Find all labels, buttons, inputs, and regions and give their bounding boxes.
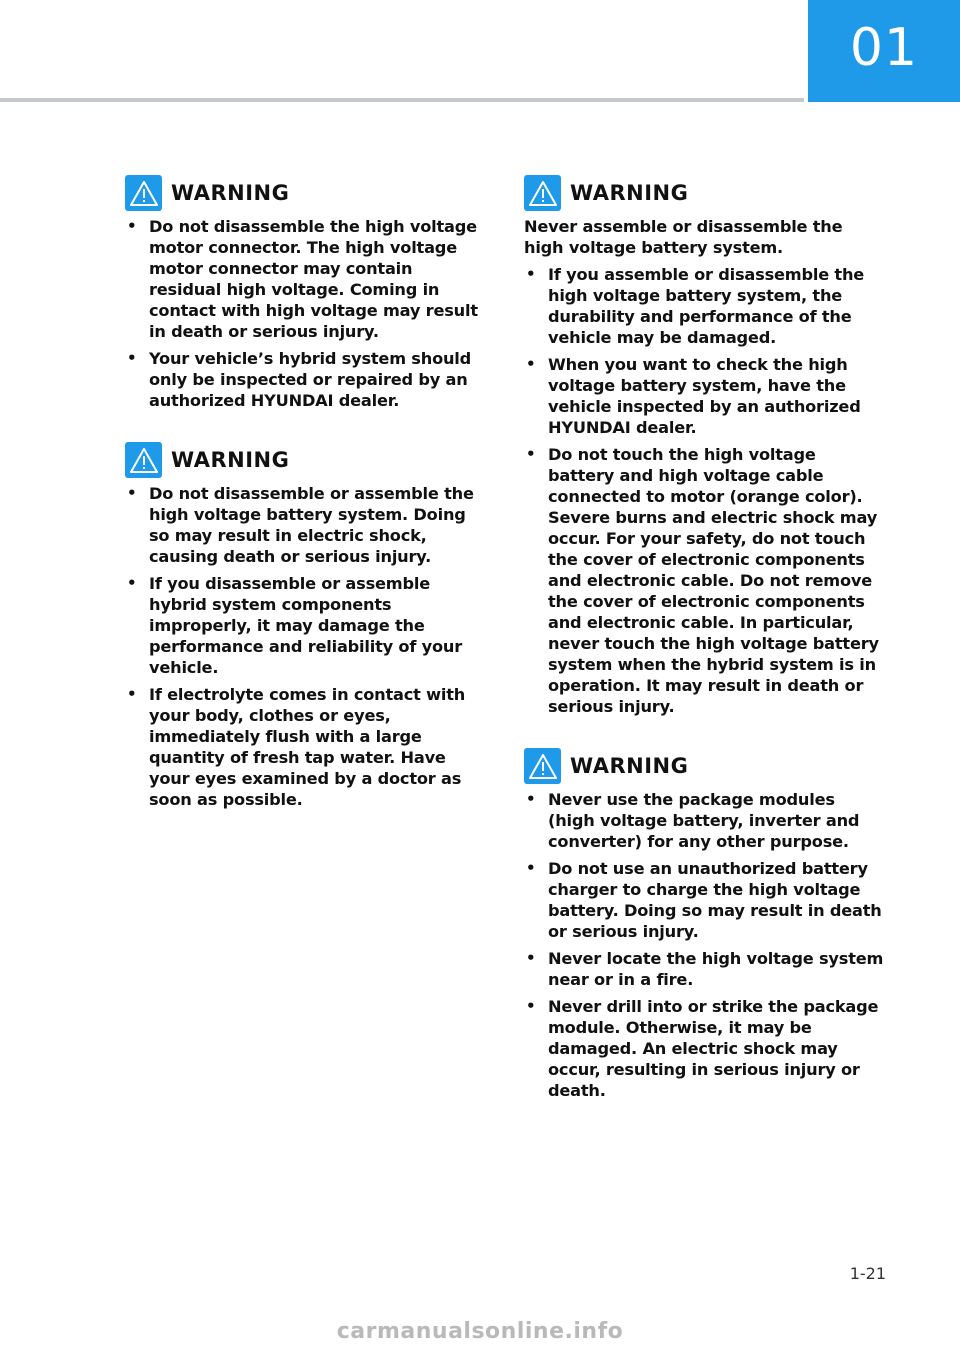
list-item	[524, 354, 886, 438]
left-column	[125, 172, 487, 838]
warning-triangle-icon	[125, 175, 162, 211]
watermark: carmanualsonline.info	[336, 1318, 624, 1344]
warning-list	[524, 789, 886, 1101]
warning-intro: Never assemble or disassemble the high voltage battery system.	[524, 217, 843, 257]
warning-list	[125, 216, 487, 411]
bullet-icon: •	[526, 859, 536, 877]
bullet-icon: •	[526, 997, 536, 1015]
list-item	[125, 483, 487, 567]
warning-header	[125, 172, 487, 214]
list-item-text: Do not disassemble the high voltage motor connector. The high voltage motor connector may contain residual high voltage. Coming in contact with high voltage may result in death or serious injury.	[149, 217, 478, 341]
bullet-icon: •	[526, 355, 536, 373]
warning-block	[125, 172, 487, 411]
chapter-number: 01	[849, 18, 919, 78]
warning-title: WARNING	[171, 181, 290, 205]
warning-title: WARNING	[171, 448, 290, 472]
bullet-icon: •	[526, 949, 536, 967]
warning-triangle-icon	[524, 748, 561, 784]
warning-header	[524, 172, 886, 214]
bullet-icon: •	[526, 445, 536, 463]
list-item	[524, 789, 886, 852]
list-item	[125, 216, 487, 342]
bullet-icon: •	[127, 574, 137, 592]
list-item-text: When you want to check the high voltage battery system, have the vehicle inspected by an authorized HYUNDAI dealer.	[548, 355, 861, 437]
warning-triangle-icon	[125, 442, 162, 478]
list-item-text: If you disassemble or assemble hybrid system components improperly, it may damage the performance and reliability of your vehicle.	[149, 574, 463, 677]
page-number: 1-21	[849, 1264, 886, 1283]
warning-block	[125, 439, 487, 810]
bullet-icon: •	[526, 265, 536, 283]
list-item	[524, 996, 886, 1101]
right-column	[524, 172, 886, 1129]
list-item-text: Never locate the high voltage system near or in a fire.	[548, 949, 884, 989]
list-item-text: Your vehicle’s hybrid system should only be inspected or repaired by an authorized HYUNDAI dealer.	[149, 349, 472, 410]
bullet-icon: •	[127, 685, 137, 703]
list-item-text: Never use the package modules (high voltage battery, inverter and converter) for any other purpose.	[548, 790, 860, 851]
list-item	[524, 948, 886, 990]
list-item-text: Do not disassemble or assemble the high voltage battery system. Doing so may result in electric shock, causing death or serious injury.	[149, 484, 474, 566]
bullet-icon: •	[127, 217, 137, 235]
list-item	[125, 348, 487, 411]
list-item-text: If electrolyte comes in contact with your body, clothes or eyes, immediately flush with a large quantity of fresh tap water. Have your eyes examined by a doctor as soon as possible.	[149, 685, 466, 809]
list-item-text: Do not touch the high voltage battery and high voltage cable connected to motor (orange color). Severe burns and electric shock may occur. For your safety, do not touch the cover of electronic components and electronic cable. Do not remove the cover of electronic components and electronic cable. In particular, never touch the high voltage battery system when the hybrid system is in operation. It may result in death or serious injury.	[548, 445, 879, 716]
warning-header	[125, 439, 487, 481]
list-item	[125, 684, 487, 810]
warning-triangle-icon	[524, 175, 561, 211]
warning-title: WARNING	[570, 754, 689, 778]
warning-block	[524, 745, 886, 1101]
bullet-icon: •	[127, 484, 137, 502]
list-item-text: Never drill into or strike the package module. Otherwise, it may be damaged. An electric shock may occur, resulting in serious injury or death.	[548, 997, 879, 1100]
header-rule	[0, 98, 804, 102]
list-item-text: Do not use an unauthorized battery charger to charge the high voltage battery. Doing so may result in death or serious injury.	[548, 859, 882, 941]
warning-block	[524, 172, 886, 717]
list-item	[524, 444, 886, 717]
bullet-icon: •	[526, 790, 536, 808]
list-item	[125, 573, 487, 678]
chapter-tab	[808, 0, 960, 102]
list-item-text: If you assemble or disassemble the high voltage battery system, the durability and performance of the vehicle may be damaged.	[548, 265, 865, 347]
warning-header	[524, 745, 886, 787]
warning-list	[524, 264, 886, 717]
list-item	[524, 264, 886, 348]
list-item	[524, 858, 886, 942]
warning-title: WARNING	[570, 181, 689, 205]
warning-list	[125, 483, 487, 810]
bullet-icon: •	[127, 349, 137, 367]
